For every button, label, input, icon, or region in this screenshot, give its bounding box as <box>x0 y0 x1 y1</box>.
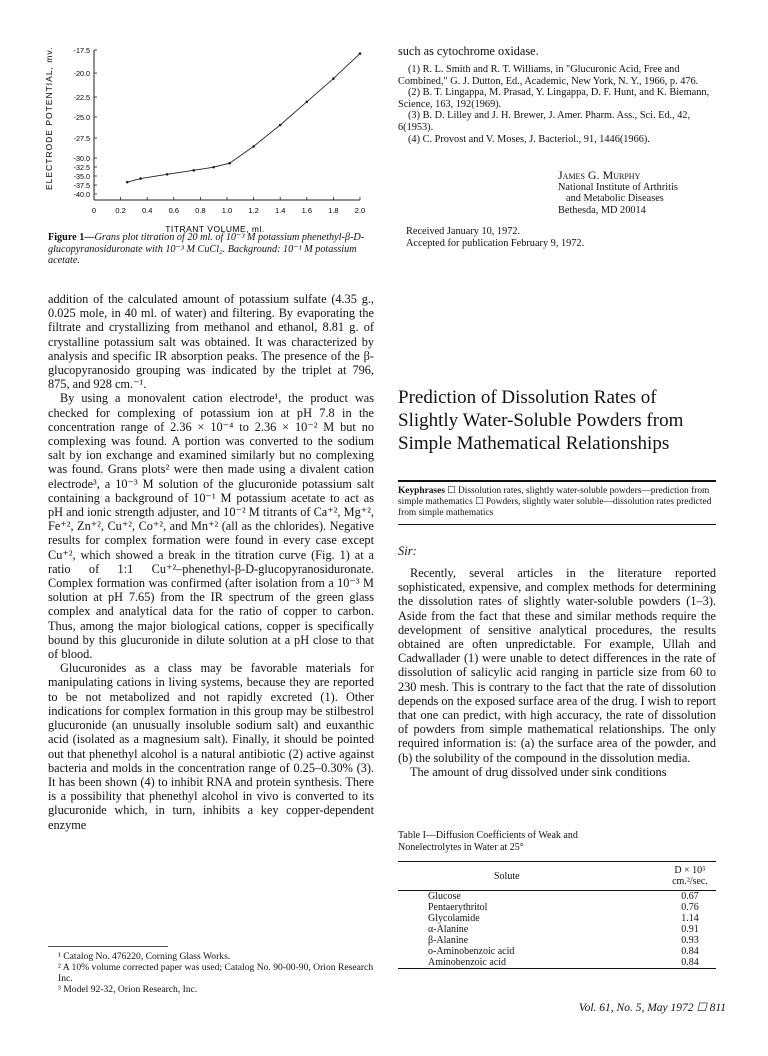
table-caption: Table I—Diffusion Coefficients of Weak and Nonelectrolytes in Water at 25° <box>398 830 578 853</box>
footnote: ³ Model 92-32, Orion Research, Inc. <box>58 984 198 995</box>
data-point <box>279 124 282 127</box>
reference: (2) B. T. Lingappa, M. Prasad, Y. Lingappa, D. F. Hunt, and K. Biemann, Science, 163, 192(1969). <box>398 87 710 110</box>
table-cell-solute: Glucose <box>428 891 461 902</box>
y-tick-label: -30.0 <box>73 154 90 163</box>
references <box>398 64 716 145</box>
y-tick-label: -27.5 <box>73 134 90 143</box>
titration-curve <box>127 54 360 183</box>
x-tick-label: 0.6 <box>168 206 180 215</box>
footnotes-list <box>48 951 374 995</box>
data-point <box>306 100 309 103</box>
x-tick-label: 0.2 <box>115 206 126 215</box>
data-point <box>332 77 335 80</box>
right-column-body <box>398 566 716 779</box>
page-footer: Vol. 61, No. 5, May 1972 ☐ 811 <box>578 1002 726 1014</box>
x-tick-label: 2.0 <box>354 206 366 215</box>
left-paragraph: addition of the calculated amount of potassium sulfate (4.35 g., 0.025 mole, in 40 ml. of water) and filtering. By evaporating the filtrate and crystallizing from methanol and ethanol, 8.81 g. of crystalline potassium salt was obtained. It was characterized by analysis and specific IR absorption peaks. The presence of the β-glucopyranosido grouping was indicated by the triplet at 796, 875, and 928 cm.⁻¹. <box>48 292 374 392</box>
keyphrases-text: Dissolution rates, slightly water-soluble powders—prediction from simple mathematics ☐ Powders, slightly water soluble—dissolution rates predicted from simple mathematics <box>398 486 712 518</box>
table-cell-d: 0.91 <box>681 924 699 935</box>
table-row <box>398 957 716 969</box>
x-tick-label: 0.8 <box>195 206 206 215</box>
salutation: Sir: <box>398 544 417 558</box>
affiliation-line: Bethesda, MD 20014 <box>558 204 646 216</box>
figure-1 <box>40 40 380 240</box>
table-header-solute: Solute <box>398 862 664 891</box>
data-point <box>212 166 215 169</box>
chart-ylabel: ELECTRODE POTENTIAL, mv. <box>44 46 54 190</box>
right-paragraph: The amount of drug dissolved under sink conditions <box>410 764 667 779</box>
data-point <box>359 52 362 55</box>
keyphrases-block <box>398 480 716 525</box>
table-cell-solute: Glycolamide <box>428 913 480 924</box>
table-row <box>398 935 716 946</box>
table-cell-d: 0.76 <box>681 902 699 913</box>
y-tick-label: -37.5 <box>73 181 90 190</box>
table-header-d: D × 10⁵ cm.²/sec. <box>664 862 716 891</box>
left-paragraph: Glucuronides as a class may be favorable materials for manipulating cations in living systems, because they are reported to be not metabolized and not rapidly excreted (1). Other indications for complex formation in this group may be stilbestrol glucuronide (an unusually insoluble sodium salt) and euxanthic acid (isolated as a magnesium salt). Finally, it should be pointed out that phenethyl alcohol is a natural antibiotic (2) active against bacteria and molds in the concentration range of 0.25–0.30% (3). It has been shown (4) to inhibit RNA and protein synthesis. There is a possibility that phenethyl alcohol in vivo is converted to its glucuronide which, in turn, inhibits a key copper-dependent enzyme <box>48 661 374 832</box>
y-tick-label: -25.0 <box>73 113 90 122</box>
table-row <box>398 891 716 903</box>
right-paragraph: Recently, several articles in the literature reported sophisticated, expensive, and complex methods for determining the dissolution rates of slightly water-soluble powders (1–3). Aside from the fact that these and similar methods require the development of sensitive analytical procedures, the results obtained are often unpredictable. For example, Ullah and Cadwallader (1) were unable to detect differences in the rate of dissolution of salicylic acid ranging in particle size from 60 to 230 mesh. This is contrary to the fact that the rate of dissolution depends on the exposed surface area of the drug. I wish to report that one can predict, with high accuracy, the rate of dissolution of powders from simple mathematical relationships. The only required information is: (a) the surface area of the powder, and (b) the solubility of the compound in the dissolution media. <box>398 566 716 765</box>
y-tick-label: -40.0 <box>73 190 90 199</box>
table-row <box>398 902 716 913</box>
keyphrases-label: Keyphrases <box>398 486 445 496</box>
x-tick-label: 1.0 <box>221 206 233 215</box>
x-tick-label: 1.4 <box>274 206 286 215</box>
footnotes <box>48 946 168 950</box>
table-1 <box>398 830 716 969</box>
right-column-lead: such as cytochrome oxidase. <box>398 44 539 58</box>
footnote: ¹ Catalog No. 476220, Corning Glass Works. <box>58 951 231 962</box>
reference: (3) B. D. Lilley and J. H. Brewer, J. Amer. Pharm. Ass., Sci. Ed., 42, 6(1953). <box>398 110 691 133</box>
figure-caption-text: Grans plot titration of 20 ml. of 10⁻³ M potassium phenethyl-β-D-glucopyranosiduronate with 10⁻³ M CuCl₂. Background: 10⁻¹ M potassium acetate. <box>48 232 365 266</box>
x-tick-label: 0 <box>91 206 97 215</box>
table-cell-d: 0.93 <box>681 935 699 946</box>
data-point <box>126 181 129 184</box>
y-tick-label: -35.0 <box>73 172 90 181</box>
y-tick-label: -20.0 <box>73 69 90 78</box>
table-row <box>398 913 716 924</box>
received-date: Received January 10, 1972. <box>406 226 521 237</box>
checkbox-icon: ☐ <box>447 486 456 496</box>
figure-caption <box>48 232 374 267</box>
titration-chart <box>40 40 380 240</box>
data-point <box>192 169 195 172</box>
data-point <box>166 173 169 176</box>
author-name: James G. Murphy <box>558 168 641 182</box>
table-cell-solute: β-Alanine <box>428 935 469 946</box>
table-row <box>398 946 716 957</box>
left-paragraph: By using a monovalent cation electrode¹, the product was checked for complexing of potassium ion at pH 7.8 in the concentration range of 2.36 × 10⁻⁴ to 2.36 × 10⁻² M but no complexing was found. A portion was converted to the sodium salt by ion exchange and examined similarly but no complexing was found. Grans plots² were then made using a divalent cation electrode³, a 10⁻³ M solution of the glucuronide potassium salt containing a background of 10⁻¹ M potassium acetate to act as pH and ionic strength adjuster, and 10⁻² M titrants of Ca⁺², Mg⁺², Fe⁺², Zn⁺², Cu⁺², Co⁺², and Mn⁺² (all as the chlorides). Negative results for complex formation were found in every case except Cu⁺², which showed a break in the titration curve (Fig. 1) at a ratio of 1:1 Cu⁺²–phenethyl-β-D-glucopyranosiduronate. Complex formation was confirmed (after isolation from a 10⁻³ M solution at pH 7.65) from the IR spectrum of the green glass complex and analytical data for the ratio of copper to carbon. Thus, among the major biological cations, copper is specifically bound by this glucuronide in dilute solution at a pH close to that of blood. <box>48 391 374 662</box>
table-cell-solute: α-Alanine <box>428 924 469 935</box>
affiliation-line: National Institute of Arthritis <box>558 181 678 193</box>
x-tick-label: 1.6 <box>301 206 313 215</box>
y-tick-label: -17.5 <box>73 46 90 55</box>
data-point <box>139 177 142 180</box>
figure-caption-label: Figure 1— <box>48 232 95 243</box>
data-point <box>252 145 255 148</box>
left-column-body <box>48 292 374 832</box>
x-tick-label: 1.8 <box>328 206 339 215</box>
y-tick-label: -22.5 <box>73 93 90 102</box>
y-tick-label: -32.5 <box>73 163 90 172</box>
reference: (4) C. Provost and V. Moses, J. Bacteriol., 91, 1446(1966). <box>408 133 650 145</box>
affiliation-line: and Metabolic Diseases <box>566 193 664 205</box>
accepted-date: Accepted for publication February 9, 1972. <box>406 237 585 249</box>
footnote: ² A 10% volume corrected paper was used; Catalog No. 90-00-90, Orion Research Inc. <box>58 962 374 984</box>
table-cell-solute: Aminobenzoic acid <box>398 957 664 969</box>
x-tick-label: 0.4 <box>141 206 153 215</box>
reference: (1) R. L. Smith and R. T. Williams, in "Glucuronic Acid, Free and Combined," G. J. Dutton, Ed., Academic, New York, N. Y., 1966, p. 476. <box>398 64 699 87</box>
article-title: Prediction of Dissolution Rates of Slightly Water-Soluble Powders from Simple Mathematical Relationships <box>398 387 684 454</box>
chart-xlabel: TITRANT VOLUME, ml. <box>165 224 265 234</box>
diffusion-table <box>398 861 716 969</box>
table-row <box>398 924 716 935</box>
table-cell-d: 1.14 <box>681 913 699 924</box>
table-cell-d: 0.84 <box>681 946 699 957</box>
table-cell-solute: o-Aminobenzoic acid <box>428 946 515 957</box>
table-cell-d: 0.84 <box>664 957 716 969</box>
x-tick-label: 1.2 <box>248 206 259 215</box>
received-dates <box>406 226 584 249</box>
table-cell-solute: Pentaerythritol <box>428 902 488 913</box>
table-cell-d: 0.67 <box>681 891 699 902</box>
author-block <box>558 170 728 216</box>
data-point <box>228 162 231 165</box>
